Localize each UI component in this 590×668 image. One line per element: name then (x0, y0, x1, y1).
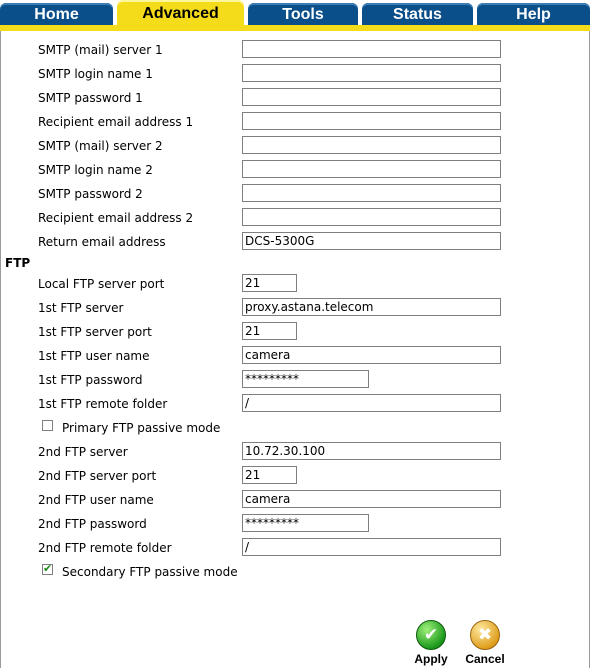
close-icon: ✖ (470, 620, 500, 650)
smtp-login-2-input[interactable] (242, 160, 501, 178)
tab-help[interactable]: Help (477, 3, 590, 25)
ftp-server-1-label: 1st FTP server (38, 301, 124, 315)
tab-advanced[interactable]: Advanced (117, 0, 244, 27)
ftp-server-1-row (1, 296, 589, 320)
smtp-login-1-label: SMTP login name 1 (38, 67, 153, 81)
ftp-user-2-label: 2nd FTP user name (38, 493, 154, 507)
smtp-password-1-input[interactable] (242, 88, 501, 106)
ftp-port-2-row (1, 464, 589, 488)
ftp-password-2-row (1, 512, 589, 536)
recipient-1-label: Recipient email address 1 (38, 115, 194, 129)
ftp-password-1-input[interactable] (242, 370, 369, 388)
settings-panel (0, 31, 590, 668)
smtp-server-2-label: SMTP (mail) server 2 (38, 139, 163, 153)
tab-tools[interactable]: Tools (248, 3, 358, 25)
recipient-1-input[interactable] (242, 112, 501, 130)
ftp-user-1-input[interactable] (242, 346, 501, 364)
smtp-login-1-input[interactable] (242, 64, 501, 82)
ftp-server-2-input[interactable] (242, 442, 501, 460)
smtp-password-1-row (1, 86, 589, 110)
ftp-password-2-input[interactable] (242, 514, 369, 532)
secondary-passive-row (1, 560, 589, 584)
smtp-password-2-row (1, 182, 589, 206)
ftp-folder-2-label: 2nd FTP remote folder (38, 541, 172, 555)
ftp-password-1-row (1, 368, 589, 392)
smtp-password-2-label: SMTP password 2 (38, 187, 143, 201)
ftp-port-2-input[interactable] (242, 466, 297, 484)
smtp-login-2-label: SMTP login name 2 (38, 163, 153, 177)
return-address-input[interactable] (242, 232, 501, 250)
ftp-port-1-label: 1st FTP server port (38, 325, 152, 339)
ftp-folder-1-row (1, 392, 589, 416)
recipient-2-input[interactable] (242, 208, 501, 226)
ftp-folder-2-row (1, 536, 589, 560)
tab-status[interactable]: Status (362, 3, 473, 25)
secondary-passive-label: Secondary FTP passive mode (62, 565, 238, 579)
tab-home[interactable]: Home (0, 3, 113, 25)
checkmark-icon: ✔ (43, 562, 53, 575)
apply-button[interactable] (404, 620, 458, 666)
tab-bar (0, 0, 590, 34)
smtp-password-2-input[interactable] (242, 184, 501, 202)
recipient-2-row (1, 206, 589, 230)
ftp-port-2-label: 2nd FTP server port (38, 469, 157, 483)
local-ftp-port-input[interactable] (242, 274, 297, 292)
primary-passive-row (1, 416, 589, 440)
primary-passive-label: Primary FTP passive mode (62, 421, 221, 435)
smtp-password-1-label: SMTP password 1 (38, 91, 143, 105)
smtp-server-1-label: SMTP (mail) server 1 (38, 43, 163, 57)
smtp-server-1-row (1, 38, 589, 62)
ftp-section-title: FTP (5, 256, 31, 270)
ftp-port-1-input[interactable] (242, 322, 297, 340)
smtp-server-2-row (1, 134, 589, 158)
smtp-login-2-row (1, 158, 589, 182)
ftp-user-2-input[interactable] (242, 490, 501, 508)
ftp-server-2-row (1, 440, 589, 464)
primary-passive-checkbox[interactable] (42, 420, 53, 431)
apply-label: Apply (414, 652, 448, 666)
smtp-server-1-input[interactable] (242, 40, 501, 58)
ftp-password-1-label: 1st FTP password (38, 373, 143, 387)
return-address-row (1, 230, 589, 254)
smtp-server-2-input[interactable] (242, 136, 501, 154)
ftp-port-1-row (1, 320, 589, 344)
ftp-folder-2-input[interactable] (242, 538, 501, 556)
cancel-button[interactable] (458, 620, 512, 666)
return-address-label: Return email address (38, 235, 166, 249)
ftp-user-2-row (1, 488, 589, 512)
checkmark-icon: ✔ (416, 620, 446, 650)
local-ftp-port-label: Local FTP server port (38, 277, 165, 291)
recipient-2-label: Recipient email address 2 (38, 211, 194, 225)
ftp-user-1-label: 1st FTP user name (38, 349, 150, 363)
smtp-login-1-row (1, 62, 589, 86)
recipient-1-row (1, 110, 589, 134)
ftp-server-2-label: 2nd FTP server (38, 445, 128, 459)
ftp-password-2-label: 2nd FTP password (38, 517, 147, 531)
ftp-folder-1-label: 1st FTP remote folder (38, 397, 168, 411)
local-ftp-port-row (1, 272, 589, 296)
secondary-passive-checkbox[interactable] (42, 564, 53, 575)
ftp-user-1-row (1, 344, 589, 368)
ftp-folder-1-input[interactable] (242, 394, 501, 412)
ftp-server-1-input[interactable] (242, 298, 501, 316)
cancel-label: Cancel (465, 652, 505, 666)
